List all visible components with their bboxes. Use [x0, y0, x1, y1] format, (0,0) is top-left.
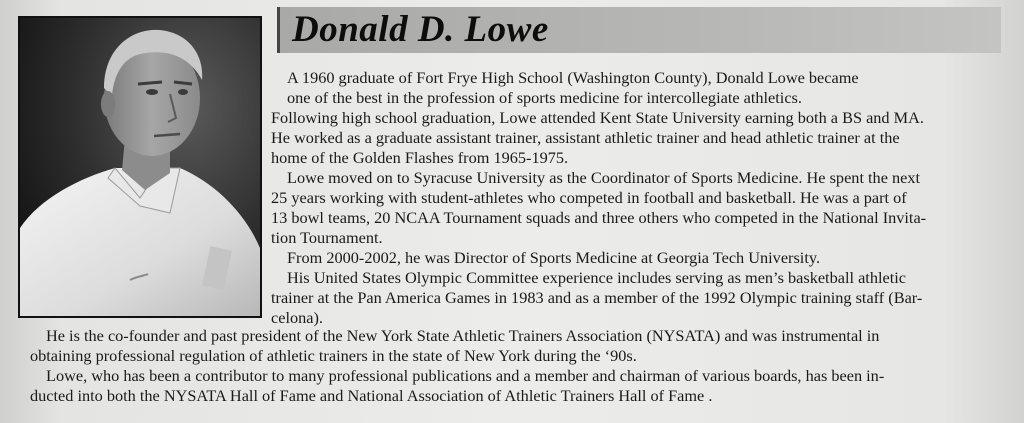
body-line: Following high school graduation, Lowe attended Kent State University earning both a BS and MA. — [271, 108, 924, 127]
body-line: 13 bowl teams, 20 NCAA Tournament squads and three others who competed in the National Invita- — [271, 208, 927, 227]
article-title: Donald D. Lowe — [292, 9, 549, 50]
body-line: tion Tournament. — [271, 228, 383, 247]
body-line: ducted into both the NYSATA Hall of Fame and National Association of Athletic Trainers Hall of Fame . — [30, 386, 713, 405]
body-line: He is the co-founder and past president of the New York State Athletic Trainers Association (NYSATA) and was instrumental in — [46, 326, 880, 345]
body-line: A 1960 graduate of Fort Frye High School (Washington County), Donald Lowe became — [287, 68, 859, 87]
body-line: trainer at the Pan America Games in 1983 and as a member of the 1992 Olympic training staff (Bar- — [271, 288, 923, 307]
body-line: He worked as a graduate assistant trainer, assistant athletic trainer and head athletic trainer at the — [271, 128, 900, 147]
body-line: From 2000-2002, he was Director of Sports Medicine at Georgia Tech University. — [287, 248, 821, 267]
body-line: home of the Golden Flashes from 1965-1975. — [271, 148, 569, 167]
body-line: celona). — [271, 308, 323, 327]
body-line: one of the best in the profession of sports medicine for intercollegiate athletics. — [287, 88, 802, 107]
portrait-photo — [18, 16, 262, 318]
body-line: 25 years working with student-athletes who competed in football and basketball. He was a part of — [271, 188, 907, 207]
title-banner — [277, 7, 1001, 53]
body-line: Lowe moved on to Syracuse University as the Coordinator of Sports Medicine. He spent the next — [287, 168, 921, 187]
body-line: Lowe, who has been a contributor to many professional publications and a member and chairman of various boards, has been in- — [46, 366, 885, 385]
body-line: His United States Olympic Committee experience includes serving as men’s basketball athletic — [287, 268, 906, 287]
body-line: obtaining professional regulation of athletic trainers in the state of New York during the ‘90s. — [30, 346, 637, 365]
